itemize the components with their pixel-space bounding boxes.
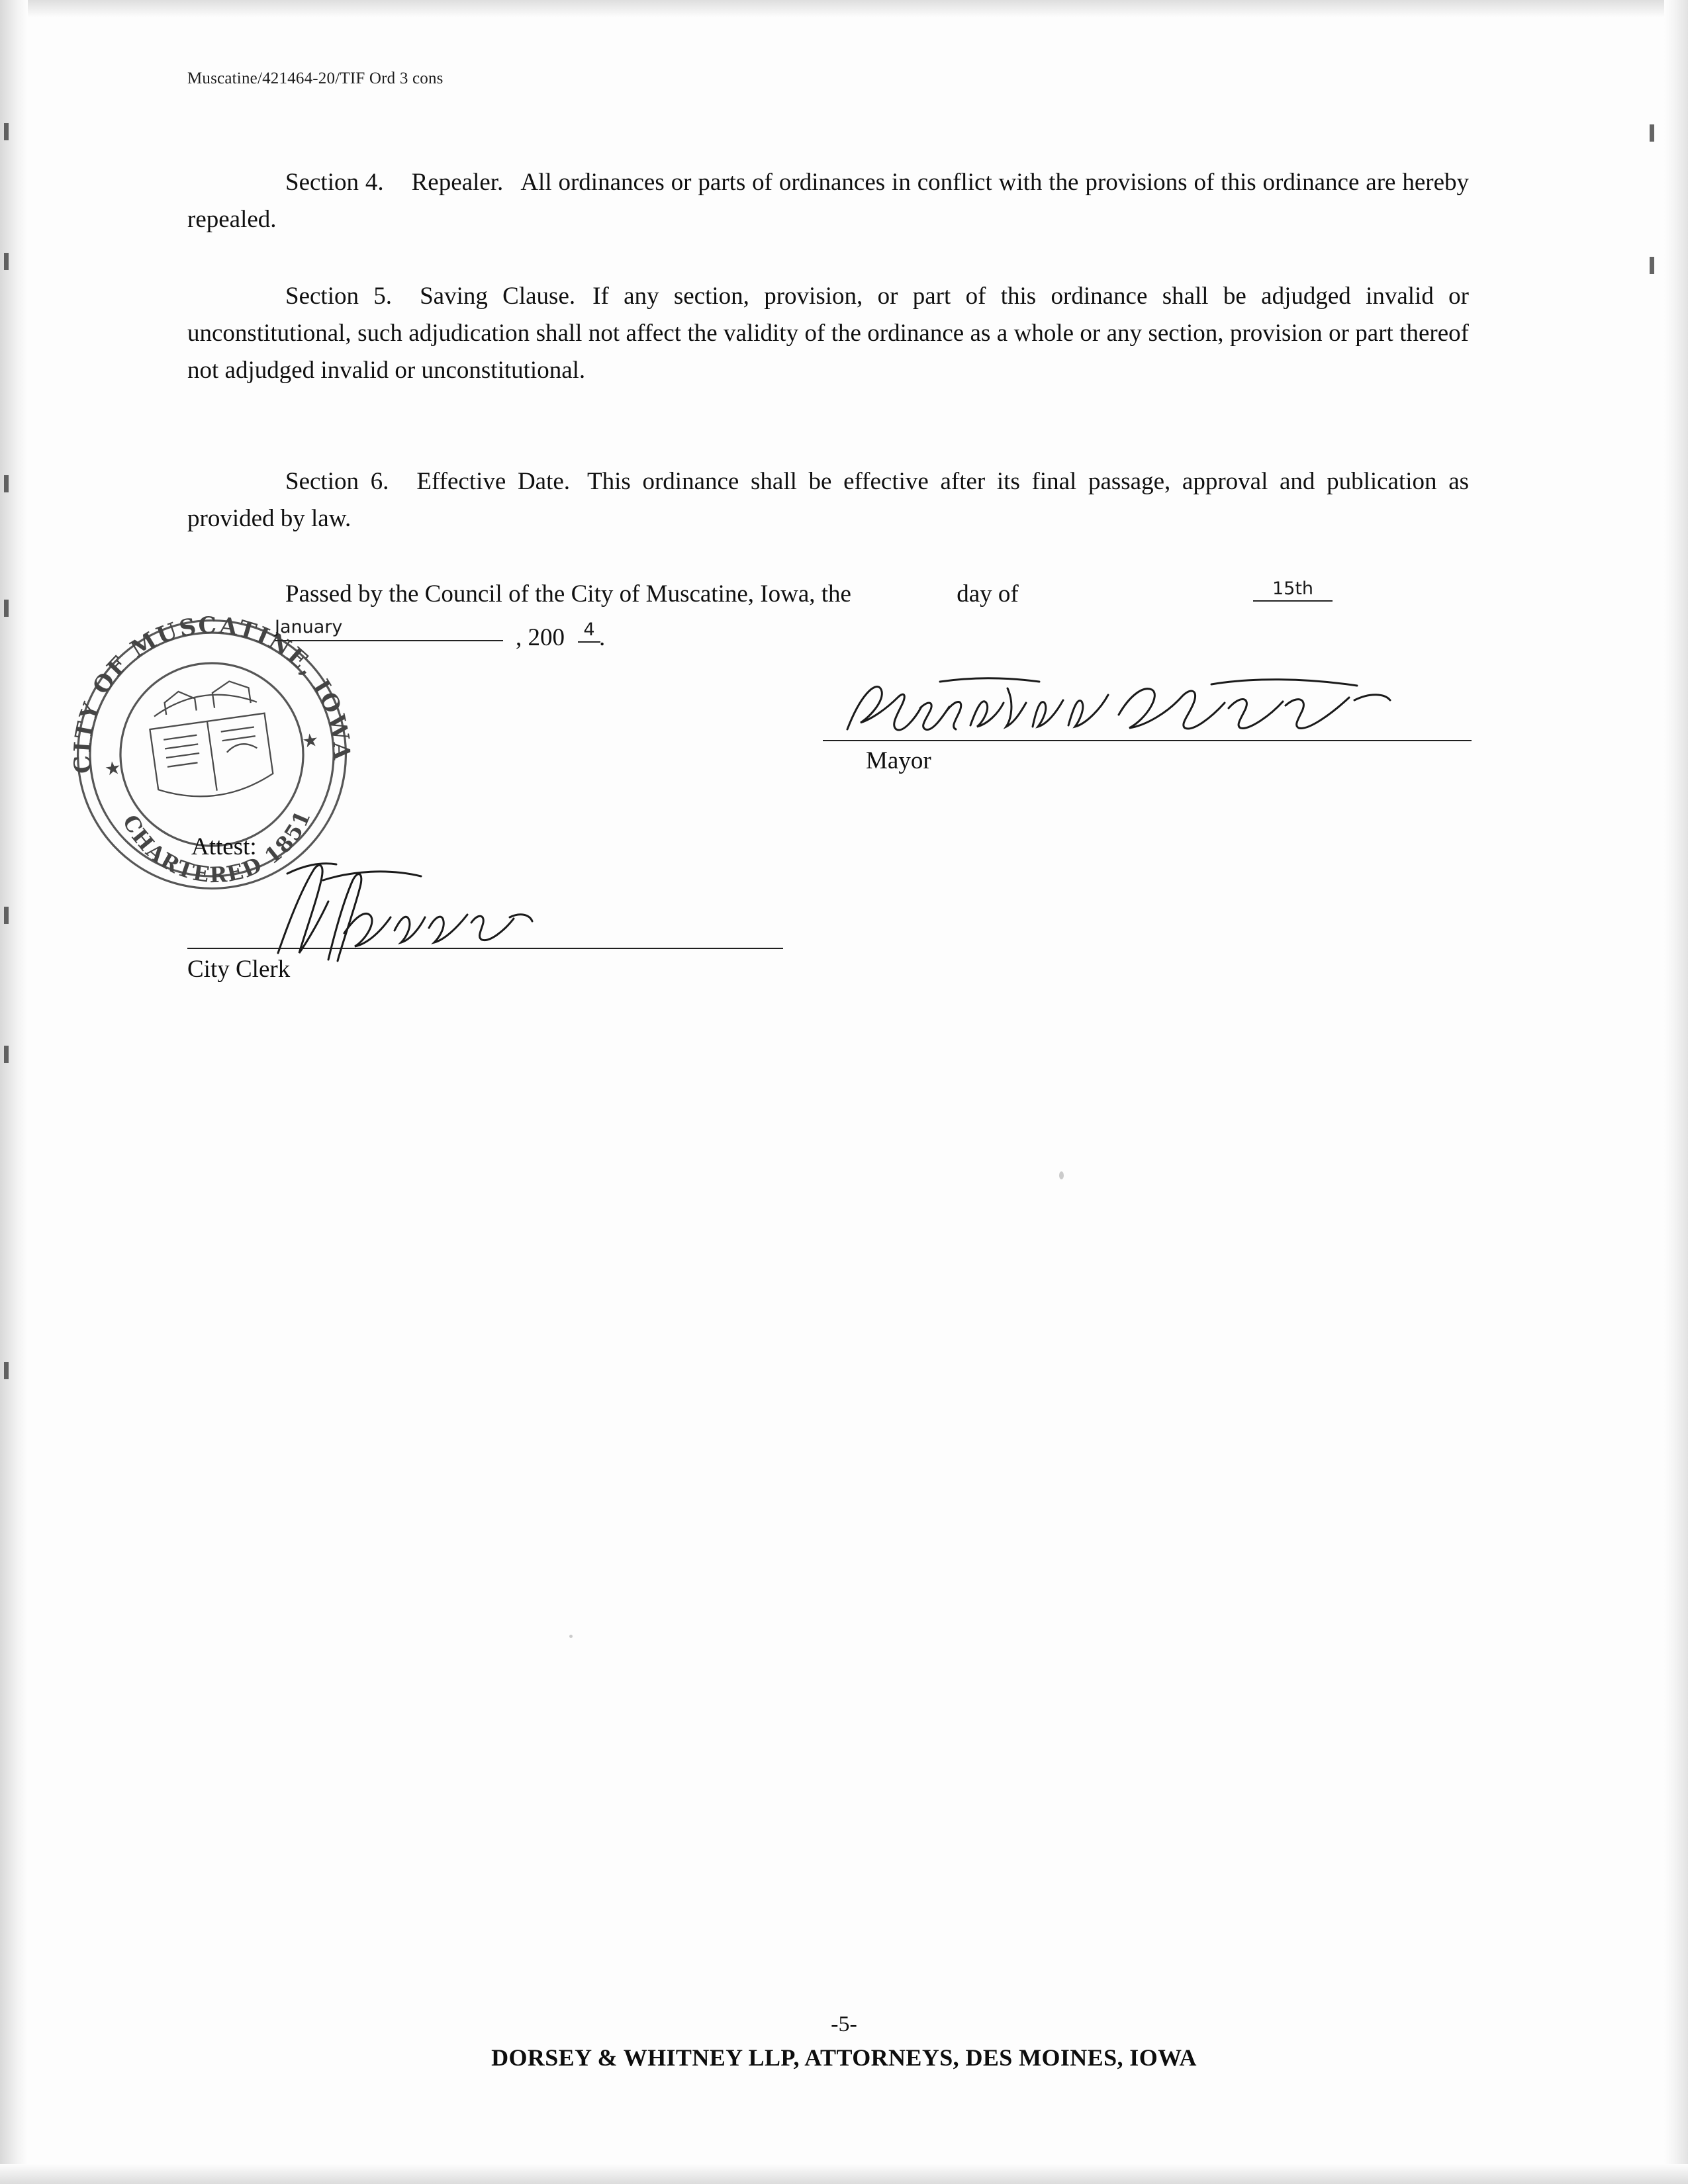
- scan-edge-left: [0, 0, 28, 2184]
- margin-tick: [4, 1362, 9, 1379]
- year-prefix: , 200: [516, 624, 565, 651]
- year-line: [516, 619, 780, 657]
- city-clerk-label: City Clerk: [187, 956, 291, 983]
- scan-edge-right: [1664, 0, 1688, 2184]
- section-5-paragraph: [187, 278, 1469, 390]
- section-6-text: This ordinance shall be effective after its final passage, approval and publication as provided by law.: [187, 468, 1470, 533]
- margin-tick: [4, 907, 9, 924]
- passage-lead-text: Passed by the Council of the City of Muscatine, Iowa, the: [285, 580, 851, 608]
- section-5-text: If any section, provision, or part of this ordinance shall be adjudged invalid or unconstitutional, such adjudication shall not affect the validity of the ordinance as a whole or any section, provision or part thereof not adjudged invalid or unconstitutional.: [187, 283, 1470, 385]
- section-6-number: Section 6.: [285, 468, 389, 495]
- margin-tick: [4, 475, 9, 492]
- section-4-paragraph: [187, 164, 1469, 238]
- margin-tick: [1650, 257, 1654, 274]
- section-4-title: Repealer.: [411, 169, 504, 196]
- year-digit-field[interactable]: 4: [578, 619, 600, 643]
- margin-tick: [4, 600, 9, 617]
- day-value-field[interactable]: 15th: [1253, 578, 1333, 602]
- page-number: -5-: [831, 2012, 857, 2036]
- margin-tick: [4, 253, 9, 270]
- section-4-number: Section 4.: [285, 169, 384, 196]
- scan-speck: [1059, 1171, 1064, 1179]
- city-clerk-signature: [265, 854, 543, 979]
- section-6-title: Effective Date.: [416, 468, 571, 495]
- svg-text:★: ★: [103, 756, 123, 780]
- city-clerk-signature-line: [187, 948, 783, 949]
- svg-text:★: ★: [301, 728, 320, 752]
- mayor-label: Mayor: [866, 747, 931, 774]
- mayor-signature: [841, 668, 1423, 754]
- year-period: .: [599, 624, 606, 651]
- attest-label: Attest:: [191, 833, 257, 860]
- mayor-signature-line: [823, 740, 1472, 741]
- scan-edge-bottom: [0, 2164, 1688, 2184]
- scan-edge-top: [0, 0, 1688, 17]
- section-6-paragraph: [187, 463, 1469, 537]
- svg-text:CITY OF MUSCATINE, IOWA: CITY OF MUSCATINE, IOWA: [69, 612, 355, 775]
- margin-tick: [1650, 124, 1654, 142]
- margin-tick: [4, 1046, 9, 1063]
- month-value-field[interactable]: January: [275, 617, 503, 641]
- footer-firm-name: DORSEY & WHITNEY LLP, ATTORNEYS, DES MOINES, IOWA: [491, 2044, 1197, 2071]
- document-id: Muscatine/421464-20/TIF Ord 3 cons: [187, 69, 444, 87]
- scan-speck: [569, 1635, 573, 1638]
- margin-tick: [4, 123, 9, 140]
- svg-text:CHARTERED 1851: CHARTERED 1851: [117, 805, 316, 888]
- passage-day-word: day of: [957, 580, 1019, 608]
- section-4-text: All ordinances or parts of ordinances in conflict with the provisions of this ordinance are hereby repealed.: [187, 169, 1469, 234]
- section-5-title: Saving Clause.: [420, 283, 576, 310]
- section-5-number: Section 5.: [285, 283, 393, 310]
